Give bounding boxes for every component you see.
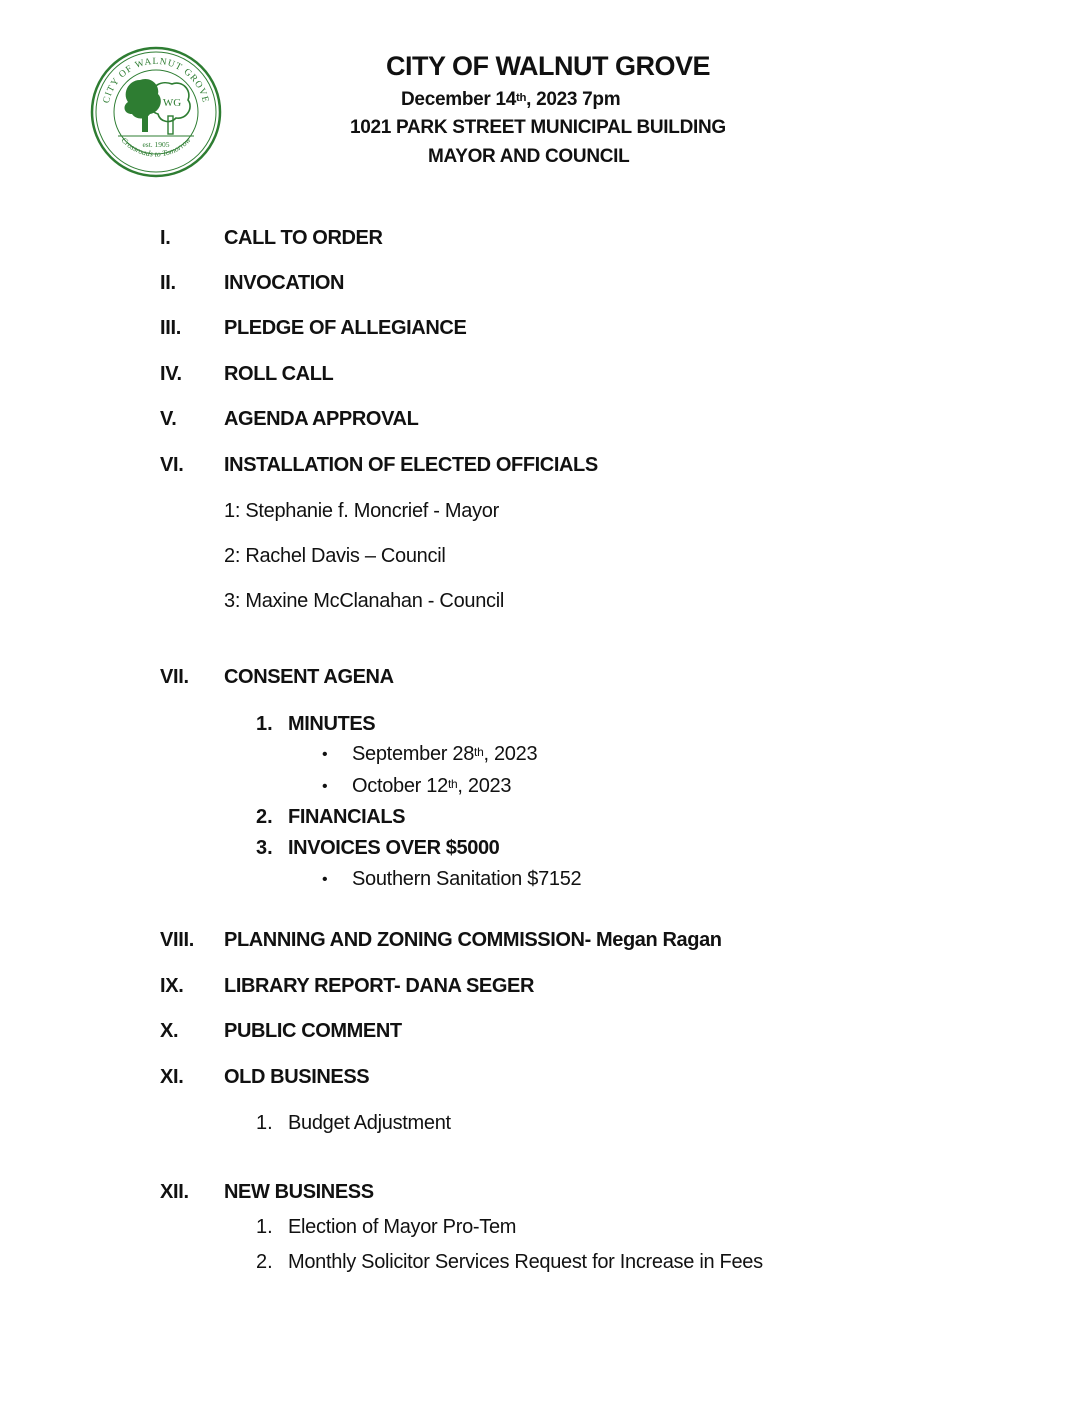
meeting-body: MAYOR AND COUNCIL (428, 146, 630, 167)
section-number: III. (160, 317, 182, 339)
section-number: VIII. (160, 929, 195, 951)
section-heading: PUBLIC COMMENT (224, 1020, 402, 1042)
list-item: 3: Maxine McClanahan - Council (224, 590, 505, 612)
section-number: II. (160, 272, 176, 294)
section-heading: AGENDA APPROVAL (224, 408, 419, 430)
page-title: CITY OF WALNUT GROVE (386, 51, 711, 81)
section-number: VI. (160, 454, 184, 476)
list-item: Budget Adjustment (288, 1112, 451, 1134)
section-heading: CONSENT AGENA (224, 666, 394, 688)
section-number: V. (160, 408, 177, 430)
list-item: Monthly Solicitor Services Request for Increase in Fees (288, 1251, 763, 1273)
section-number: XII. (160, 1181, 189, 1203)
list-item: October 12th, 2023 (352, 775, 512, 797)
bullet-icon: • (322, 871, 328, 888)
bullet-icon: • (322, 746, 328, 763)
section-heading: INSTALLATION OF ELECTED OFFICIALS (224, 454, 598, 476)
list-item: Southern Sanitation $7152 (352, 868, 582, 890)
section-number: I. (160, 227, 171, 249)
list-item: 2: Rachel Davis – Council (224, 545, 446, 567)
city-seal-logo (88, 44, 224, 180)
section-heading: INVOCATION (224, 272, 345, 294)
meeting-location: 1021 PARK STREET MUNICIPAL BUILDING (350, 117, 726, 138)
list-item: INVOICES OVER $5000 (288, 837, 500, 859)
seal-initials: WG (162, 97, 182, 109)
section-heading: CALL TO ORDER (224, 227, 383, 249)
section-heading: LIBRARY REPORT- DANA SEGER (224, 975, 535, 997)
meeting-date: December 14th, 2023 7pm (401, 89, 621, 110)
list-number: 3. (256, 837, 273, 859)
bullet-icon: • (322, 778, 328, 795)
list-item: FINANCIALS (288, 806, 406, 828)
section-number: VII. (160, 666, 189, 688)
seal-bottom-text: Crossroads to Tomorrow (119, 135, 193, 159)
section-number: IX. (160, 975, 184, 997)
section-heading: PLEDGE OF ALLEGIANCE (224, 317, 467, 339)
seal-top-text: CITY OF WALNUT GROVE (101, 56, 211, 105)
section-heading: ROLL CALL (224, 363, 334, 385)
list-item: September 28th, 2023 (352, 743, 538, 765)
list-number: 1. (256, 1112, 273, 1134)
section-heading: PLANNING AND ZONING COMMISSION- Megan Ragan (224, 929, 722, 951)
section-heading: OLD BUSINESS (224, 1066, 370, 1088)
section-number: IV. (160, 363, 182, 385)
list-item: MINUTES (288, 713, 376, 735)
section-number: X. (160, 1020, 179, 1042)
list-item: 1: Stephanie f. Moncrief - Mayor (224, 500, 499, 522)
list-item: Election of Mayor Pro-Tem (288, 1216, 517, 1238)
list-number: 1. (256, 1216, 273, 1238)
list-number: 2. (256, 1251, 273, 1273)
list-number: 1. (256, 713, 273, 735)
section-heading: NEW BUSINESS (224, 1181, 374, 1203)
section-number: XI. (160, 1066, 184, 1088)
seal-est-text: est. 1905 (142, 140, 170, 149)
list-number: 2. (256, 806, 273, 828)
